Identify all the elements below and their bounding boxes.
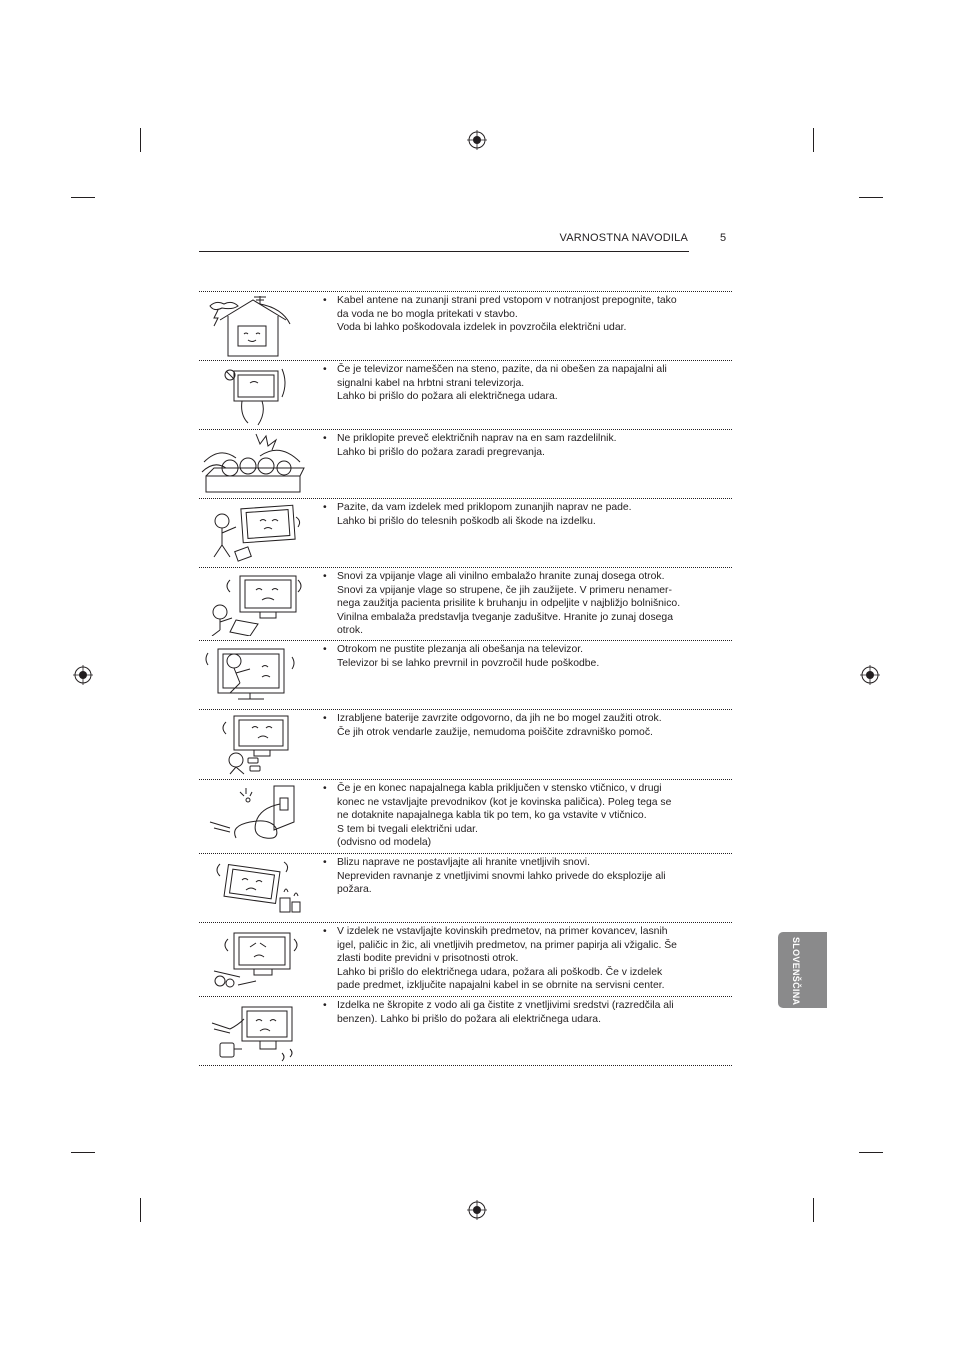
text-line: pade predmet, izključite napajalni kabel in se obrnite na servisni center. bbox=[337, 980, 665, 992]
bullet: • bbox=[323, 1000, 327, 1011]
text-line: (odvisno od modela) bbox=[337, 837, 432, 849]
text-line: Snovi za vpijanje vlage so strupene, če jih zaužijete. V primeru nenamer- bbox=[337, 584, 672, 596]
text-line: Televizor bi se lahko prevrnil in povzročil hude poškodbe. bbox=[337, 657, 600, 669]
safety-item bbox=[199, 779, 732, 853]
text-line: Kabel antene na zunanji strani pred vstopom v notranjost prepognite, tako bbox=[337, 295, 677, 306]
crop-mark bbox=[859, 1152, 883, 1153]
safety-item bbox=[199, 996, 732, 1066]
item-text bbox=[323, 570, 715, 638]
metal-objects-into-tv-icon bbox=[200, 925, 306, 991]
bullet: • bbox=[323, 783, 327, 794]
item-text bbox=[323, 712, 715, 739]
text-line: Izdelka ne škropite z vodo ali ga čistite z vnetljivimi sredstvi (razredčila ali bbox=[337, 1000, 674, 1011]
item-text bbox=[323, 501, 715, 528]
item-text bbox=[323, 856, 715, 897]
safety-instructions-list bbox=[199, 291, 732, 1066]
child-swallowing-battery-icon bbox=[200, 712, 306, 776]
bullet: • bbox=[323, 713, 327, 724]
overloaded-power-strip-icon bbox=[200, 432, 306, 496]
text-line: Če je en konec napajalnega kabla priključen v stensko vtičnico, v drugi bbox=[337, 783, 662, 794]
crop-mark bbox=[71, 1152, 95, 1153]
registration-mark-icon bbox=[860, 665, 880, 685]
item-text bbox=[323, 294, 715, 335]
crop-mark bbox=[71, 197, 95, 198]
text-line: zlasti bodite previdni v prisotnosti otrok. bbox=[337, 953, 519, 965]
bullet: • bbox=[323, 364, 327, 375]
text-line: Če jih otrok vendarle zaužije, nemudoma poiščite zdravniško pomoč. bbox=[337, 726, 653, 738]
text-line: Če je televizor nameščen na steno, pazite, da ni obešen za napajalni ali bbox=[337, 364, 667, 375]
text-line: Ne priklopite preveč električnih naprav na en sam razdelilnik. bbox=[337, 433, 617, 444]
text-line: nega zaužitja pacienta prisilite k bruhanju in odpeljite v najbližjo bolnišnico. bbox=[337, 598, 681, 610]
text-line: Voda bi lahko poškodovala izdelek in povzročila električni udar. bbox=[337, 322, 627, 334]
registration-mark-icon bbox=[73, 665, 93, 685]
crop-mark bbox=[140, 128, 141, 152]
bullet: • bbox=[323, 502, 327, 513]
power-cord-plug-icon bbox=[200, 782, 306, 848]
item-text bbox=[323, 363, 715, 404]
crop-mark bbox=[140, 1198, 141, 1222]
safety-item bbox=[199, 640, 732, 709]
safety-item bbox=[199, 853, 732, 922]
text-line: Pazite, da vam izdelek med priklopom zunanjih naprav ne pade. bbox=[337, 502, 632, 513]
text-line: Nepreviden ravnanje z vnetljivimi snovmi lahko privede do eksplozije ali bbox=[337, 870, 666, 882]
text-line: konec ne vstavljajte prevodnikov (kot je kovinska paličica). Poleg tega se bbox=[337, 796, 672, 808]
text-line: Izrabljene baterije zavrzite odgovorno, da jih ne bo mogel zaužiti otrok. bbox=[337, 713, 662, 724]
item-text bbox=[323, 782, 715, 850]
bullet: • bbox=[323, 644, 327, 655]
crop-mark bbox=[813, 128, 814, 152]
bullet: • bbox=[323, 571, 327, 582]
page-number: 5 bbox=[720, 232, 727, 244]
crop-mark bbox=[859, 197, 883, 198]
safety-item bbox=[199, 567, 732, 640]
text-line: igel, paličic in žic, ali vnetljivih predmetov, na primer papirja ali vžigalic. Še bbox=[337, 939, 677, 951]
text-line: Vinilna embalaža predstavlja tveganje zadušitve. Hranite jo zunaj dosega bbox=[337, 611, 673, 623]
section-title: VARNOSTNA NAVODILA bbox=[559, 232, 688, 244]
registration-mark-icon bbox=[467, 1200, 487, 1220]
bullet: • bbox=[323, 295, 327, 306]
item-text bbox=[323, 999, 715, 1026]
spraying-water-on-tv-icon bbox=[200, 999, 306, 1063]
registration-mark-icon bbox=[467, 130, 487, 150]
safety-item bbox=[199, 709, 732, 779]
text-line: Otrokom ne pustite plezanja ali obešanja na televizor. bbox=[337, 644, 584, 655]
tv-falling-device-icon bbox=[200, 501, 306, 565]
text-line: V izdelek ne vstavljajte kovinskih predmetov, na primer kovancev, lasnih bbox=[337, 926, 668, 937]
child-climbing-tv-icon bbox=[200, 643, 306, 707]
text-line: ne dotaknite napajalnega kabla tik po tem, ko ga vstavite v vtičnico. bbox=[337, 810, 647, 822]
safety-item bbox=[199, 922, 732, 996]
header-rule bbox=[199, 251, 689, 252]
bullet: • bbox=[323, 857, 327, 868]
crop-mark bbox=[813, 1198, 814, 1222]
text-line: da voda ne bo mogla pritekati v stavbo. bbox=[337, 308, 518, 320]
text-line: Snovi za vpijanje vlage ali vinilno embalažo hranite zunaj dosega otrok. bbox=[337, 571, 665, 582]
wall-mounted-tv-cable-icon bbox=[200, 363, 306, 427]
item-text bbox=[323, 432, 715, 459]
item-text bbox=[323, 643, 715, 670]
language-tab-label: SLOVENŠČINA bbox=[791, 937, 801, 1006]
safety-item bbox=[199, 429, 732, 498]
text-line: signalni kabel na hrbtni strani televizorja. bbox=[337, 377, 525, 389]
safety-item bbox=[199, 291, 732, 360]
language-tab bbox=[778, 932, 827, 1008]
safety-item bbox=[199, 360, 732, 429]
house-antenna-lightning-icon bbox=[200, 294, 306, 358]
item-text bbox=[323, 925, 715, 993]
text-line: benzen). Lahko bi prišlo do požara ali električnega udara. bbox=[337, 1013, 601, 1025]
text-line: Lahko bi prišlo do električnega udara, požara ali poškodb. Če v izdelek bbox=[337, 966, 663, 978]
bullet: • bbox=[323, 433, 327, 444]
text-line: Lahko bi prišlo do požara ali električnega udara. bbox=[337, 391, 558, 403]
flammable-material-near-tv-icon bbox=[200, 856, 306, 920]
text-line: Lahko bi prišlo do požara zaradi pregrevanja. bbox=[337, 446, 545, 458]
text-line: Blizu naprave ne postavljajte ali hranite vnetljivih snovi. bbox=[337, 857, 590, 868]
text-line: Lahko bi prišlo do telesnih poškodb ali škode na izdelku. bbox=[337, 515, 596, 527]
bullet: • bbox=[323, 926, 327, 937]
safety-item bbox=[199, 498, 732, 567]
text-line: S tem bi tvegali električni udar. bbox=[337, 823, 478, 835]
text-line: požara. bbox=[337, 884, 372, 896]
text-line: otrok. bbox=[337, 625, 363, 637]
child-plastic-wrap-icon bbox=[200, 570, 306, 636]
